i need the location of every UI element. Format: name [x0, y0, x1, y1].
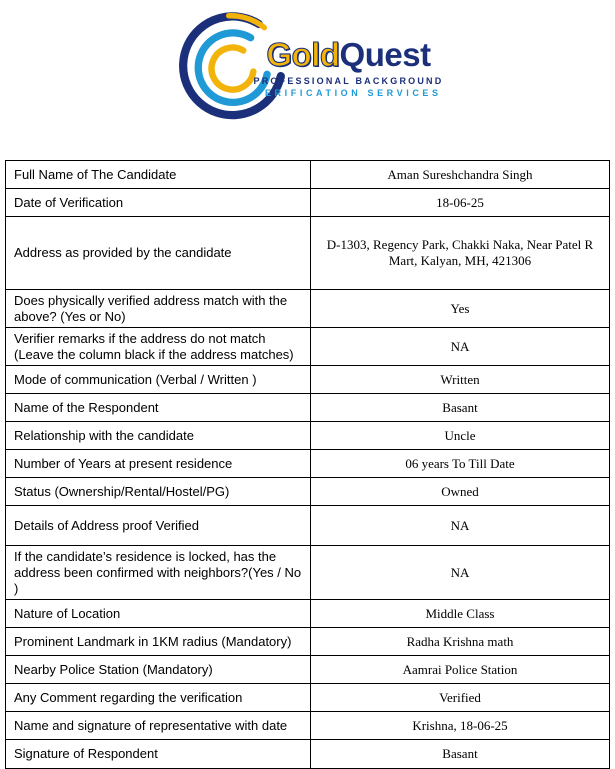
field-label: Name of the Respondent	[6, 394, 311, 421]
field-value: Uncle	[444, 428, 476, 444]
field-row	[6, 366, 609, 394]
field-row	[6, 422, 609, 450]
field-value: Krishna, 18-06-25	[412, 717, 508, 733]
logo-text-block	[254, 8, 444, 98]
field-label: Nearby Police Station (Mandatory)	[6, 656, 311, 683]
field-value: NA	[450, 518, 470, 534]
field-label: Status (Ownership/Rental/Hostel/PG)	[6, 478, 311, 505]
field-label: Number of Years at present residence	[6, 450, 311, 477]
field-label: Name and signature of representative with date	[6, 712, 311, 739]
field-label: Verifier remarks if the address do not match (Leave the column black if the address matches)	[6, 328, 311, 365]
field-value: Middle Class	[425, 605, 495, 621]
field-label: Prominent Landmark in 1KM radius (Mandatory)	[6, 628, 311, 655]
field-value: Radha Krishna math	[406, 633, 514, 649]
logo-header	[0, 0, 615, 152]
field-row	[6, 328, 609, 366]
field-row	[6, 712, 609, 740]
field-label: Signature of Respondent	[6, 740, 311, 768]
field-value: Aman Sureshchandra Singh	[387, 166, 533, 182]
field-row	[6, 506, 609, 546]
field-label: Does physically verified address match with the above? (Yes or No)	[6, 290, 311, 327]
field-row	[6, 290, 609, 328]
logo-tagline-line1: PROFESSIONAL BACKGROUND	[253, 75, 444, 86]
field-label: Mode of communication (Verbal / Written )	[6, 366, 311, 393]
field-row	[6, 546, 609, 600]
field-row	[6, 450, 609, 478]
field-value: Verified	[439, 689, 481, 705]
field-label: Nature of Location	[6, 600, 311, 627]
brand-quest-text: Quest	[339, 36, 431, 73]
field-label: Address as provided by the candidate	[6, 217, 311, 289]
field-row	[6, 628, 609, 656]
field-row	[6, 656, 609, 684]
field-label: Any Comment regarding the verification	[6, 684, 311, 711]
field-row	[6, 217, 609, 290]
field-row	[6, 600, 609, 628]
verification-table	[5, 160, 610, 769]
field-value: NA	[450, 564, 470, 580]
field-row	[6, 740, 609, 768]
field-label: Relationship with the candidate	[6, 422, 311, 449]
brand-gold-text: Gold	[266, 36, 340, 73]
field-row	[6, 161, 609, 189]
field-label: If the candidate’s residence is locked, has the address been confirmed with neighbors?(Yes / No )	[6, 546, 311, 599]
logo-tagline-line2: VERIFICATION SERVICES	[255, 87, 442, 98]
field-row	[6, 684, 609, 712]
field-value: Written	[440, 372, 480, 388]
field-row	[6, 394, 609, 422]
goldquest-logo	[172, 8, 444, 136]
field-value: Yes	[450, 300, 470, 316]
field-label: Date of Verification	[6, 189, 311, 216]
field-label: Full Name of The Candidate	[6, 161, 311, 188]
field-value: 06 years To Till Date	[405, 456, 515, 472]
field-value: Owned	[441, 484, 479, 500]
field-row	[6, 478, 609, 506]
field-value: Aamrai Police Station	[402, 661, 518, 677]
field-value: NA	[450, 338, 470, 354]
field-value: Basant	[442, 746, 478, 762]
field-value: Basant	[442, 400, 478, 416]
field-value: D-1303, Regency Park, Chakki Naka, Near Patel R Mart, Kalyan, MH, 421306	[326, 237, 594, 268]
field-row	[6, 189, 609, 217]
brand-name	[254, 38, 444, 73]
field-value: 18-06-25	[436, 194, 484, 210]
field-label: Details of Address proof Verified	[6, 506, 311, 545]
